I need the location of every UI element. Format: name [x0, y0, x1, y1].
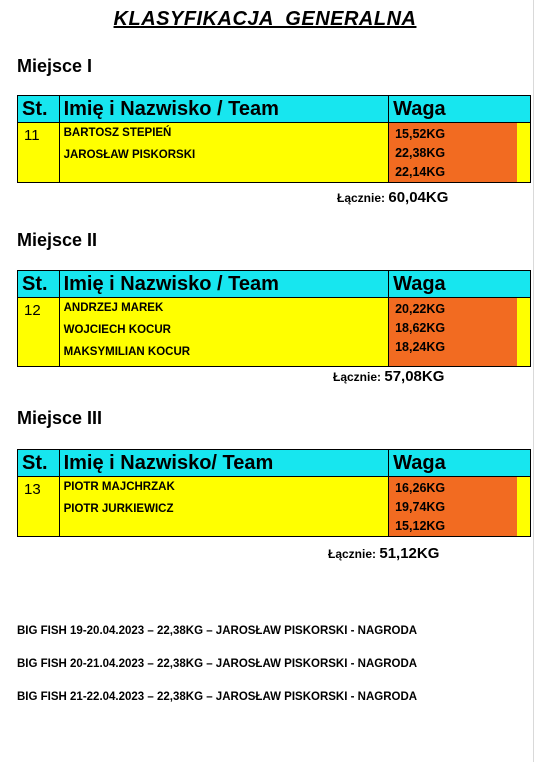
- total-label: Łącznie:: [328, 547, 377, 561]
- total-value: 51,12KG: [379, 545, 440, 562]
- weight-list: [389, 477, 530, 536]
- page-edge: [533, 0, 534, 762]
- place-3-total: [328, 545, 439, 562]
- header-st: St.: [18, 96, 60, 123]
- header-name: Imię i Nazwisko/ Team: [59, 450, 389, 477]
- weight-value: 18,24KG: [395, 340, 446, 354]
- table-header-row: [18, 271, 531, 298]
- team-member: BARTOSZ STEPIEŃ: [63, 127, 172, 139]
- team-member: ANDRZEJ MAREK: [63, 302, 164, 314]
- table-row: [18, 298, 531, 367]
- place-1-label: Miejsce I: [17, 56, 93, 76]
- weight-value: 19,74KG: [395, 500, 446, 514]
- total-value: 60,04KG: [388, 189, 449, 206]
- weight-list: [389, 298, 530, 357]
- st-number: 13: [24, 481, 41, 498]
- team-names: [60, 123, 388, 169]
- team-member: PIOTR MAJCHRZAK: [63, 481, 175, 493]
- header-st: St.: [18, 271, 60, 298]
- place-3-table: [17, 449, 531, 537]
- team-member: JAROSŁAW PISKORSKI: [63, 149, 196, 161]
- weight-list: [389, 123, 530, 182]
- place-1-total: [337, 189, 448, 206]
- team-member: WOJCIECH KOCUR: [63, 324, 171, 336]
- place-2-total: [333, 368, 444, 385]
- total-label: Łącznie:: [337, 191, 386, 205]
- big-fish-line: BIG FISH 19-20.04.2023 – 22,38KG – JAROSŁAW PISKORSKI - NAGRODA: [17, 625, 418, 637]
- total-label: Łącznie:: [333, 370, 382, 384]
- st-number: 11: [24, 127, 40, 144]
- team-member: PIOTR JURKIEWICZ: [63, 503, 174, 515]
- header-waga: Waga: [389, 96, 531, 123]
- header-waga: Waga: [389, 450, 531, 477]
- place-3-label: Miejsce III: [17, 408, 103, 428]
- st-number: 12: [24, 302, 41, 319]
- total-value: 57,08KG: [384, 368, 445, 385]
- weight-value: 15,12KG: [395, 519, 446, 533]
- weight-value: 20,22KG: [395, 302, 446, 316]
- team-names: [60, 298, 388, 366]
- table-row: [18, 123, 531, 183]
- weight-value: 15,52KG: [395, 127, 446, 141]
- header-name: Imię i Nazwisko / Team: [59, 271, 388, 298]
- header-name: Imię i Nazwisko / Team: [59, 96, 388, 123]
- table-row: [18, 477, 531, 537]
- header-waga: Waga: [389, 271, 531, 298]
- big-fish-line: BIG FISH 20-21.04.2023 – 22,38KG – JAROSŁAW PISKORSKI - NAGRODA: [17, 658, 418, 670]
- weight-value: 22,38KG: [395, 146, 446, 160]
- weight-value: 18,62KG: [395, 321, 446, 335]
- place-2-table: [17, 270, 531, 367]
- team-names: [60, 477, 389, 523]
- document-title: KLASYFIKACJA GENERALNA: [113, 8, 417, 30]
- weight-value: 22,14KG: [395, 165, 446, 179]
- place-1-table: [17, 95, 531, 183]
- weight-value: 16,26KG: [395, 481, 446, 495]
- place-2-label: Miejsce II: [17, 230, 98, 250]
- team-member: MAKSYMILIAN KOCUR: [63, 346, 191, 358]
- table-header-row: [18, 450, 531, 477]
- table-header-row: [18, 96, 531, 123]
- big-fish-line: BIG FISH 21-22.04.2023 – 22,38KG – JAROSŁAW PISKORSKI - NAGRODA: [17, 691, 418, 703]
- header-st: St.: [18, 450, 60, 477]
